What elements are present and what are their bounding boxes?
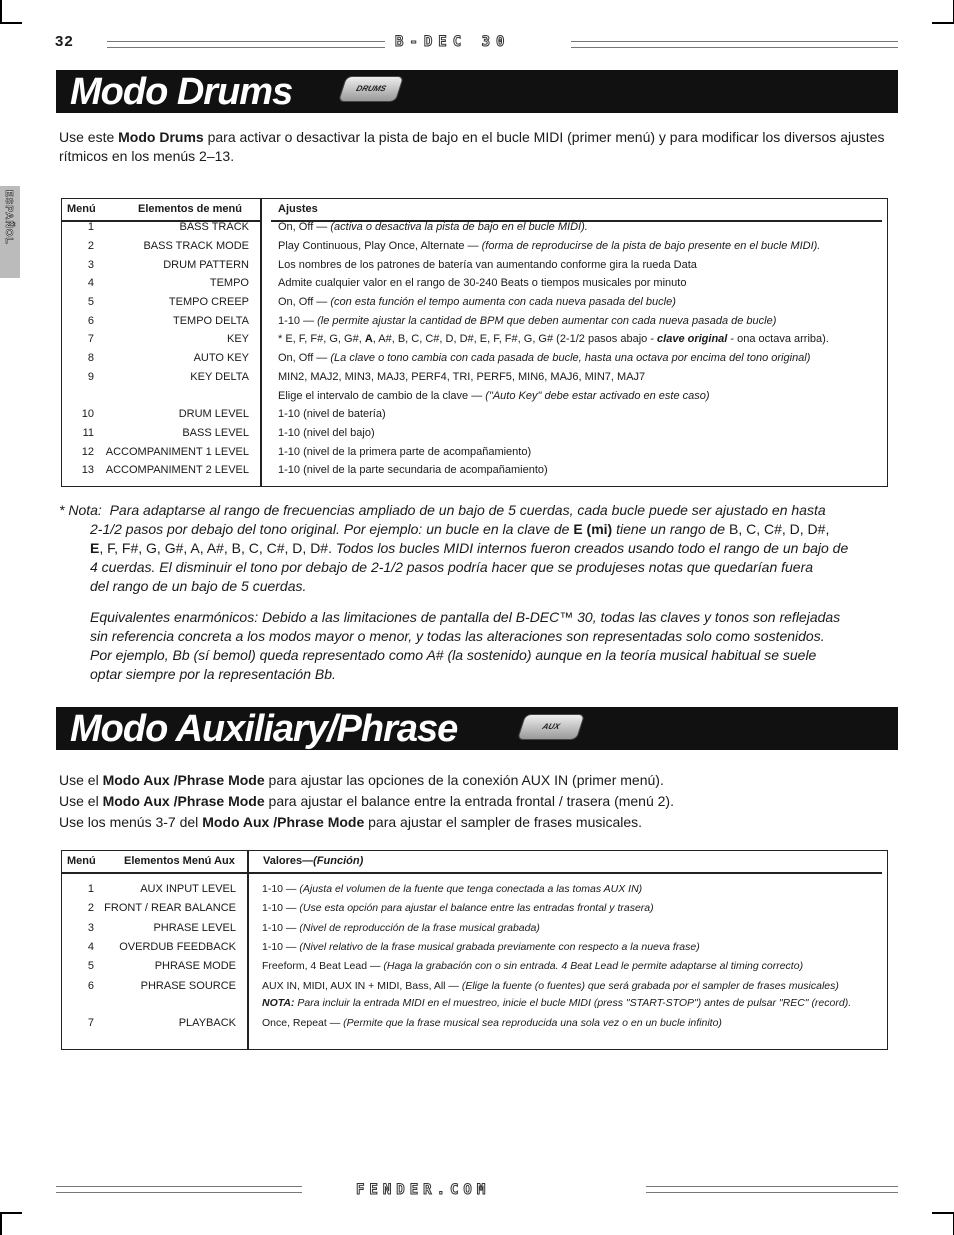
menu-item: PLAYBACK (178, 1017, 236, 1029)
setting-text: Elige el intervalo de cambio de la clave — (278, 390, 486, 402)
setting-description: (La clave o tono cambia con cada pasada de bucle, hasta una octava por encima del tono original) (330, 352, 811, 364)
note-label: NOTA: (262, 997, 295, 1009)
menu-item: BASS LEVEL (182, 427, 249, 439)
menu-number: 4 (87, 941, 94, 953)
menu-setting (278, 277, 686, 290)
menu-value (262, 941, 700, 954)
setting-text: On, Off — (278, 352, 331, 364)
setting-text: 1-10 — (278, 315, 318, 327)
value-text: 1-10 — (262, 902, 300, 914)
note-line: 2-1/2 pasos por debajo del tono original. Por ejemplo: un bucle en la clave de (90, 521, 574, 537)
menu-number: 11 (82, 427, 94, 439)
menu-item: PHRASE LEVEL (153, 922, 236, 934)
setting-text: On, Off — (278, 221, 331, 233)
menu-number: 2 (87, 240, 94, 252)
intro-bold: Modo Aux /Phrase Mode (202, 814, 365, 830)
setting-text: * E, F, F#, G, G#, (278, 333, 365, 345)
col-header-menu: Menú (67, 203, 96, 215)
table-divider (247, 850, 249, 1050)
menu-item: AUX INPUT LEVEL (140, 883, 236, 895)
menu-setting (278, 315, 776, 328)
note-lead: * Nota: (59, 502, 102, 518)
value-description: (Elige la fuente (o fuentes) que será grabada por el sampler de frases musicales) (461, 980, 839, 992)
menu-item: DRUM PATTERN (163, 259, 249, 271)
menu-value (262, 1017, 722, 1030)
setting-text: 1-10 (nivel del bajo) (278, 427, 375, 439)
menu-item: ACCOMPANIMENT 2 LEVEL (105, 464, 249, 476)
aux-badge-icon (517, 714, 585, 740)
setting-text: MIN2, MAJ2, MIN3, MAJ3, PERF4, TRI, PERF5, MIN6, MAJ6, MIN7, MAJ7 (278, 371, 646, 383)
menu-item: TEMPO DELTA (173, 315, 249, 327)
menu-item: DRUM LEVEL (178, 408, 249, 420)
drums-intro (59, 128, 899, 166)
setting-description: ("Auto Key" debe estar activado en este caso) (485, 390, 710, 402)
page-number: 32 (55, 33, 74, 50)
enharmonic-line: Por ejemplo, Bb (sí bemol) queda representado como A# (la sostenido) aunque en la teoría musical habitual se suele (90, 647, 817, 663)
menu-item: TEMPO (209, 277, 249, 289)
col-header-values (263, 855, 363, 868)
intro-text: para ajustar las opciones de la conexión AUX IN (primer menú). (264, 772, 664, 788)
footer-rule-left (56, 1186, 302, 1193)
drums-badge-label: DRUMS (355, 84, 388, 93)
menu-setting (278, 427, 375, 440)
setting-text: clave original (657, 333, 728, 345)
aux-intro-line (59, 812, 899, 833)
menu-setting (278, 296, 676, 309)
aux-badge-label: AUX (541, 722, 562, 731)
header-rule-left (107, 41, 385, 48)
menu-value (262, 997, 851, 1010)
language-tab (0, 186, 20, 278)
menu-item: ACCOMPANIMENT 1 LEVEL (105, 446, 249, 458)
menu-setting (278, 240, 820, 253)
menu-setting (278, 259, 697, 272)
intro-text: Use el (59, 772, 103, 788)
value-description: (Use esta opción para ajustar el balance entre las entradas frontal y trasera) (299, 902, 654, 914)
col-header-items: Elementos de menú (138, 203, 242, 215)
aux-section-title: Modo Auxiliary/Phrase (70, 708, 458, 750)
setting-text: Admite cualquier valor en el rango de 30-240 Beats o tiempos musicales por minuto (278, 277, 687, 289)
setting-text: , A#, B, C, C#, D, D#, E, F, F#, G, G# (2-1/2 pasos abajo - (372, 333, 658, 345)
crop-mark (932, 1212, 954, 1214)
setting-text: A (364, 333, 373, 345)
drums-badge-icon (338, 76, 404, 102)
note-text: Para incluir la entrada MIDI en el muestreo, inicie el bucle MIDI (press "START-STOP") antes de pulsar "REC" (record). (294, 997, 852, 1009)
setting-text: 1-10 (nivel de la primera parte de acompañamiento) (278, 446, 532, 458)
header-rule-right (571, 41, 898, 48)
value-description: (Nivel relativo de la frase musical grabada previamente con respecto a la nueva frase) (299, 941, 700, 953)
setting-text: 1-10 (nivel de batería) (278, 408, 386, 420)
menu-item: BASS TRACK MODE (143, 240, 249, 252)
menu-value (262, 960, 803, 973)
intro-text: para ajustar el balance entre la entrada frontal / trasera (menú 2). (264, 793, 674, 809)
crop-mark (0, 0, 2, 22)
menu-setting (278, 371, 645, 384)
crop-mark (0, 1212, 22, 1214)
note-range: B, C, C#, D, D#, (728, 521, 830, 537)
note-key: E (90, 540, 100, 556)
menu-item: AUTO KEY (193, 352, 249, 364)
intro-bold: Modo Aux /Phrase Mode (102, 793, 265, 809)
menu-number: 4 (87, 277, 94, 289)
aux-intro-line (59, 770, 899, 791)
menu-number: 9 (87, 371, 94, 383)
note-range: , F, F#, G, G#, A, A#, B, C, C#, D, D#. (99, 540, 332, 556)
menu-item: BASS TRACK (179, 221, 249, 233)
crop-mark (932, 22, 954, 24)
key-note (59, 501, 879, 684)
values-label: Valores— (263, 855, 314, 867)
menu-value (262, 980, 839, 993)
menu-number: 8 (87, 352, 94, 364)
menu-number: 7 (87, 333, 94, 345)
menu-setting (278, 221, 588, 234)
menu-item: PHRASE MODE (154, 960, 236, 972)
setting-description: (con esta función el tempo aumenta con cada nueva pasada del bucle) (330, 296, 676, 308)
intro-text: Use el (59, 793, 103, 809)
menu-item: TEMPO CREEP (168, 296, 249, 308)
menu-number: 6 (87, 980, 94, 992)
value-text: 1-10 — (262, 941, 300, 953)
aux-section-banner (56, 707, 898, 750)
menu-value (262, 922, 540, 935)
note-line: tiene un rango de (612, 521, 729, 537)
note-line: 4 cuerdas. El disminuir el tono por debajo de 2-1/2 pasos podría hacer que se produjeses notas que quedarían fuera (90, 559, 814, 575)
note-line: Todos los bucles MIDI internos fueron creados usando todo el rango de un bajo de (331, 540, 849, 556)
footer-url: FENDER.COM (356, 1182, 491, 1198)
intro-text: Use este (59, 129, 119, 145)
value-description: (Nivel de reproducción de la frase musical grabada) (299, 922, 540, 934)
menu-item: FRONT / REAR BALANCE (104, 902, 236, 914)
menu-item: PHRASE SOURCE (140, 980, 236, 992)
table-divider (260, 198, 262, 487)
menu-number: 5 (87, 296, 94, 308)
value-text: Once, Repeat — (262, 1017, 344, 1029)
menu-number: 12 (81, 446, 94, 458)
menu-number: 3 (87, 922, 94, 934)
menu-setting (278, 464, 548, 477)
menu-number: 1 (87, 883, 94, 895)
setting-description: (forma de reproducirse de la pista de bajo presente en el bucle MIDI). (481, 240, 821, 252)
value-description: (Permite que la frase musical sea reproducida una sola vez o en un bucle infinito) (343, 1017, 722, 1029)
menu-setting (278, 446, 531, 459)
setting-text: On, Off — (278, 296, 331, 308)
setting-text: 1-10 (nivel de la parte secundaria de acompañamiento) (278, 464, 548, 476)
menu-number: 6 (87, 315, 94, 327)
col-header-settings: Ajustes (278, 203, 318, 215)
value-text: AUX IN, MIDI, AUX IN + MIDI, Bass, All — (262, 980, 462, 992)
setting-description: (activa o desactiva la pista de bajo en el bucle MIDI). (330, 221, 588, 233)
note-key: E (mi) (573, 521, 613, 537)
value-text: Freeform, 4 Beat Lead — (262, 960, 384, 972)
model-name: B-DEC 30 (395, 34, 511, 50)
col-header-items: Elementos Menú Aux (124, 855, 235, 867)
footer-rule-right (646, 1186, 898, 1193)
aux-intro (59, 770, 899, 833)
crop-mark (0, 1212, 2, 1235)
menu-item: KEY (226, 333, 249, 345)
setting-text: Los nombres de los patrones de batería van aumentando conforme gira la rueda Data (278, 259, 697, 271)
value-description: (Haga la grabación con o sin entrada. 4 Beat Lead le permite adaptarse al timing correcto) (383, 960, 804, 972)
menu-number: 7 (87, 1017, 94, 1029)
menu-number: 1 (87, 221, 94, 233)
values-function-label: (Función) (313, 855, 364, 867)
enharmonic-line: sin referencia concreta a los modos mayor o menor, y todas las alteraciones son representadas solo como sostenidos. (90, 628, 825, 644)
intro-text: para ajustar el sampler de frases musicales. (364, 814, 643, 830)
note-line: del rango de un bajo de 5 cuerdas. (90, 578, 307, 594)
aux-intro-line (59, 791, 899, 812)
setting-text: - ona octava arriba). (727, 333, 829, 345)
col-header-menu: Menú (67, 855, 96, 867)
value-text: 1-10 — (262, 883, 300, 895)
intro-bold: Modo Aux /Phrase Mode (102, 772, 265, 788)
menu-number: 10 (81, 408, 94, 420)
menu-value (262, 902, 654, 915)
drums-section-banner (56, 70, 898, 113)
menu-setting (278, 333, 829, 346)
menu-item: OVERDUB FEEDBACK (119, 941, 236, 953)
menu-number: 5 (87, 960, 94, 972)
enharmonic-line: Equivalentes enarmónicos: Debido a las limitaciones de pantalla del B-DEC™ 30, todas las claves y tonos son reflejadas (90, 609, 841, 625)
crop-mark (0, 22, 22, 24)
drums-section-title: Modo Drums (70, 71, 293, 113)
menu-number: 13 (81, 464, 94, 476)
value-description: (Ajusta el volumen de la fuente que tenga conectada a las tomas AUX IN) (299, 883, 643, 895)
menu-number: 3 (87, 259, 94, 271)
menu-number: 2 (87, 902, 94, 914)
table-header-rule (61, 872, 882, 874)
menu-value (262, 883, 642, 896)
enharmonic-line: optar siempre por la representación Bb. (90, 666, 336, 682)
menu-setting (278, 352, 810, 365)
intro-text: Use los menús 3-7 del (59, 814, 203, 830)
menu-item: KEY DELTA (190, 371, 249, 383)
value-text: 1-10 — (262, 922, 300, 934)
intro-bold: Modo Drums (118, 129, 204, 145)
note-line: Para adaptarse al rango de frecuencias ampliado de un bajo de 5 cuerdas, cada bucle puede ser ajustado en hasta (109, 502, 826, 518)
intro-text: para activar o desactivar la pista de bajo en el bucle MIDI (primer menú) y para modificar los diversos ajustes rítmicos en los menús 2–13. (59, 129, 885, 164)
setting-description: (le permite ajustar la cantidad de BPM que deben aumentar con cada nueva pasada de bucle) (317, 315, 777, 327)
menu-setting (278, 390, 710, 403)
setting-text: Play Continuous, Play Once, Alternate — (278, 240, 482, 252)
menu-setting (278, 408, 386, 421)
language-label: ESPAÑOL (3, 190, 14, 245)
